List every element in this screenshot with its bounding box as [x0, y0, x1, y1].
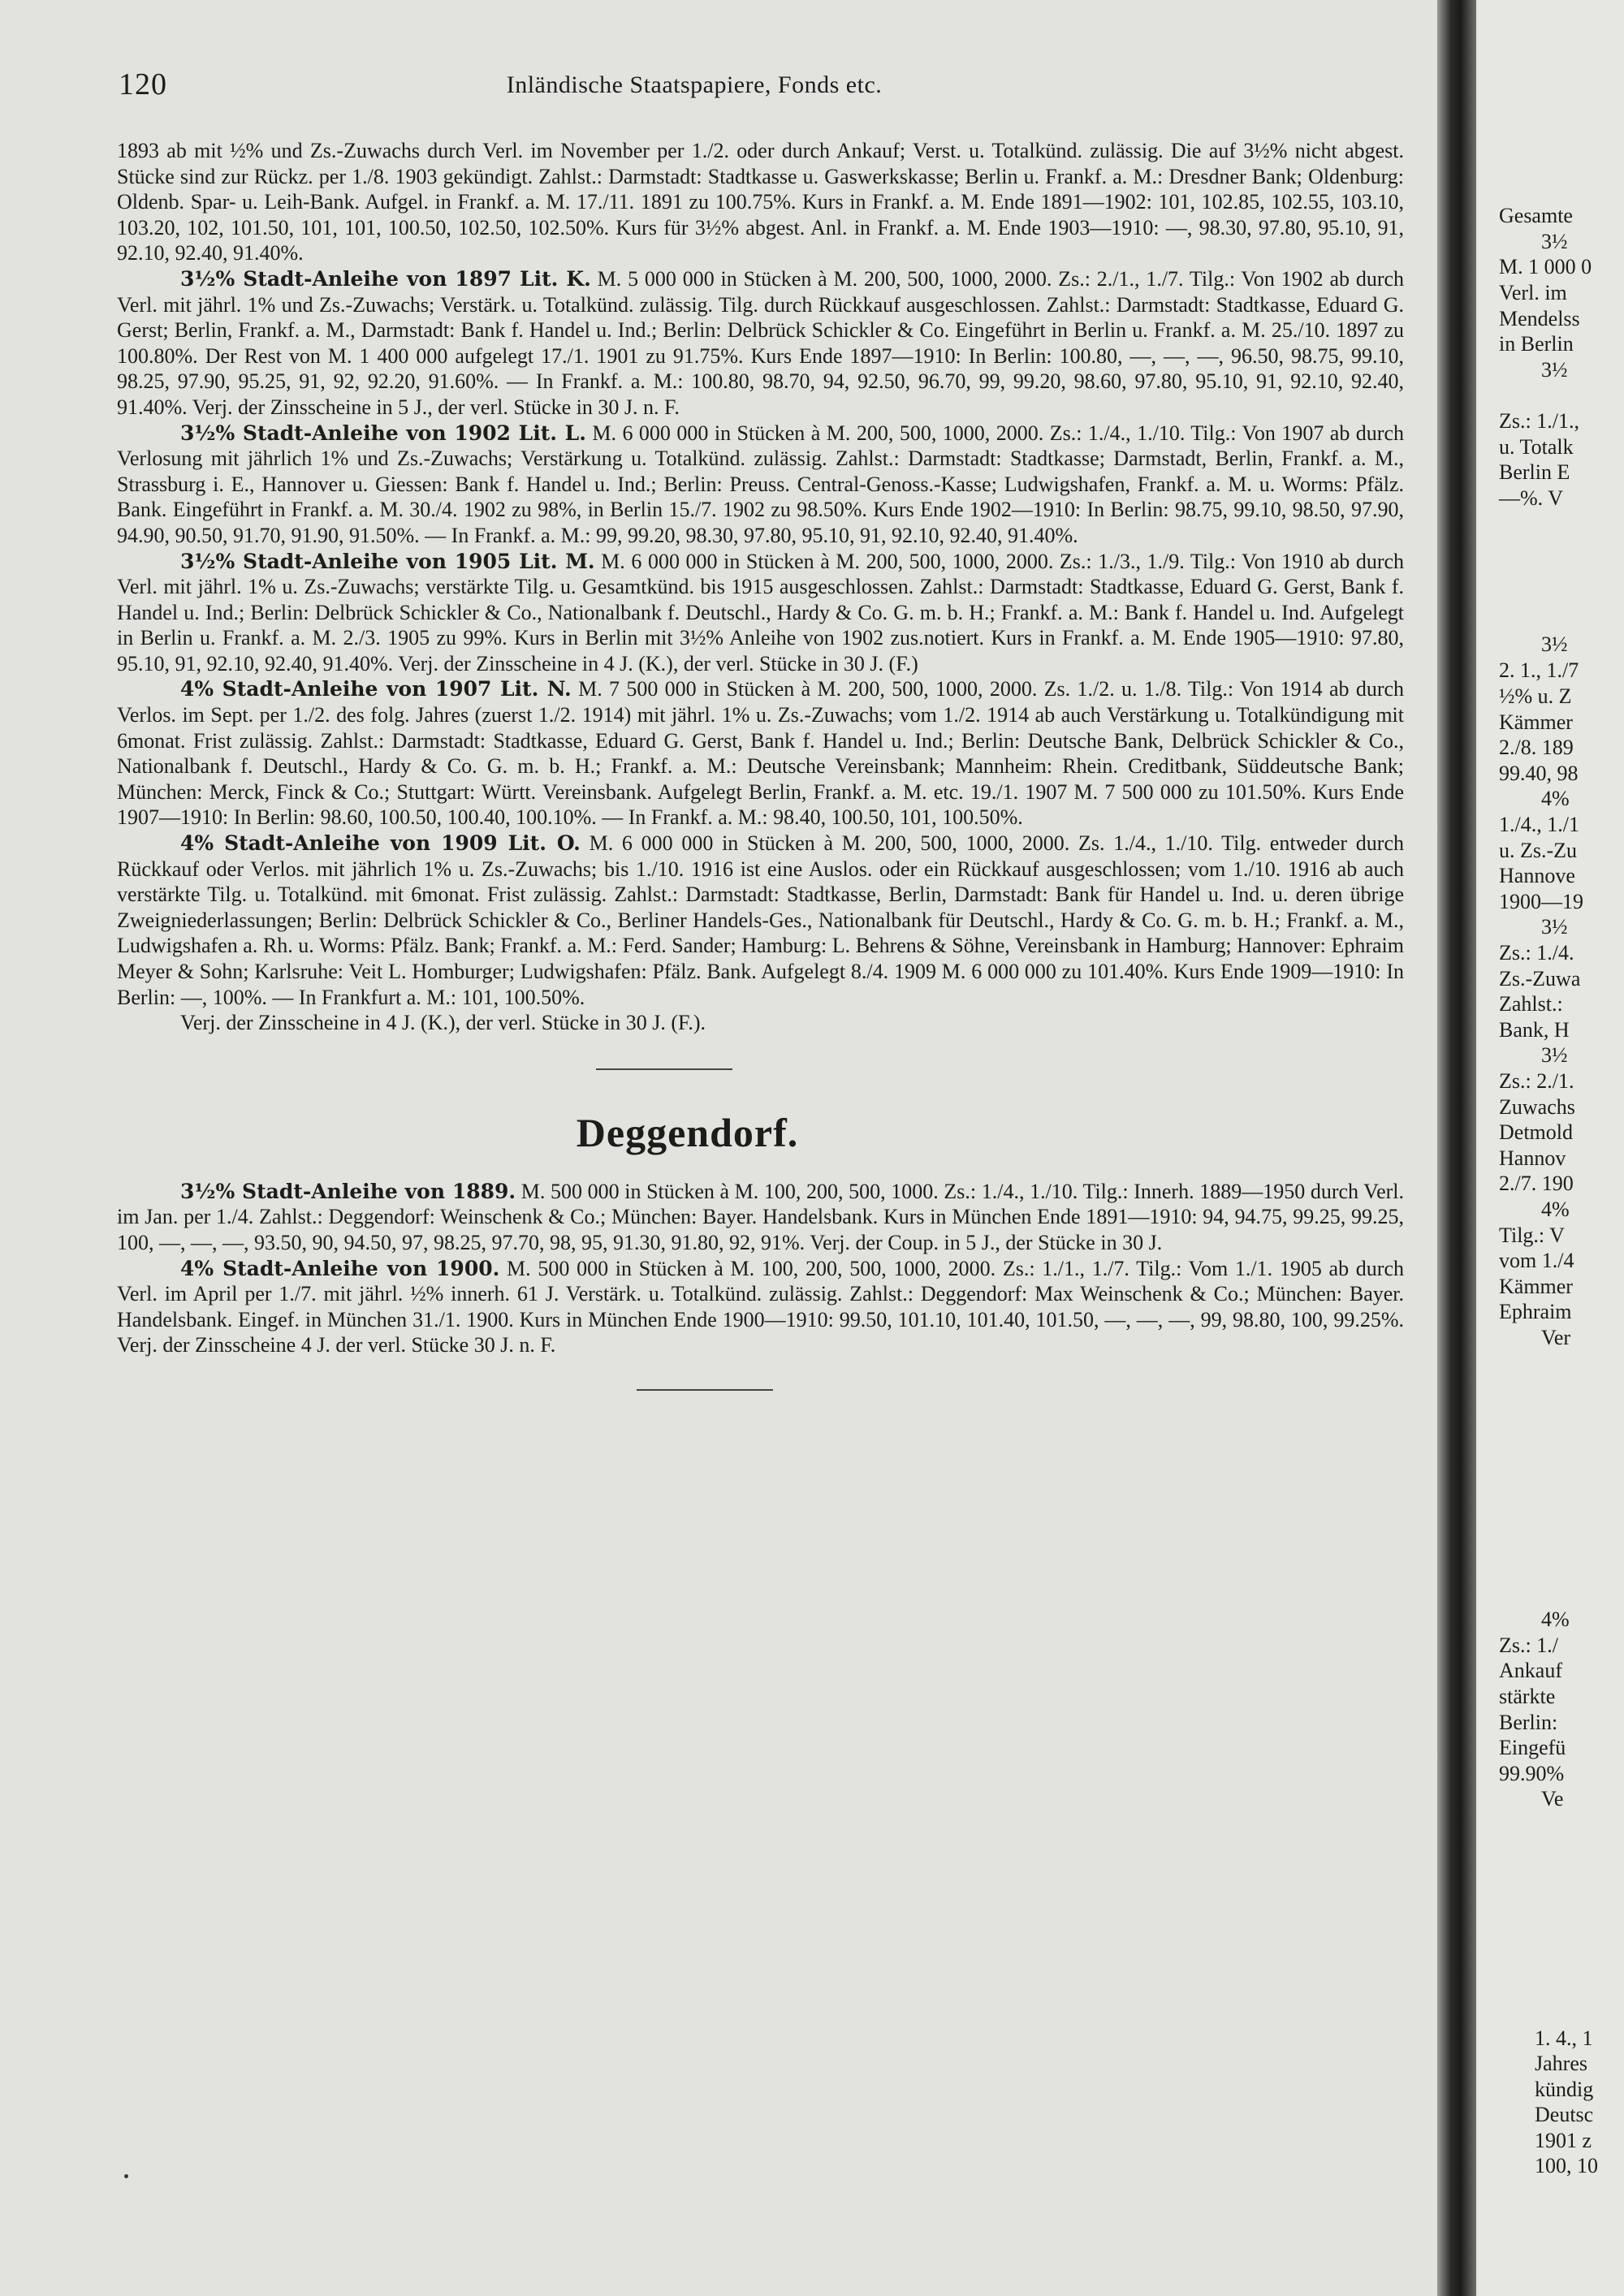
adjacent-page-fragment: Kämmer: [1499, 1275, 1573, 1298]
adjacent-page-fragment: 3½: [1541, 915, 1568, 939]
adjacent-page-fragment: 1900—19: [1499, 890, 1583, 913]
adjacent-page-fragment: in Berlin: [1499, 332, 1574, 356]
adjacent-page-fragment: Berlin:: [1499, 1711, 1558, 1734]
city-name: Deggendorf.: [576, 1109, 799, 1155]
loan-1902-lit-l: [117, 421, 1404, 549]
adjacent-page-fragment: u. Totalk: [1499, 435, 1574, 459]
adjacent-page-edge: [1476, 0, 1624, 2296]
adjacent-page-fragment: Zahlst.:: [1499, 992, 1563, 1016]
loan-deggendorf-1900: [117, 1256, 1404, 1358]
loan-heading: 3½% Stadt-Anleihe von 1889.: [180, 1179, 516, 1203]
loan-heading: 3½% Stadt-Anleihe von 1897 Lit. K.: [180, 266, 591, 291]
page-number: 120: [119, 67, 167, 101]
adjacent-page-fragment: Ve: [1541, 1787, 1564, 1810]
loan-text: M. 500 000 in Stücken à M. 100, 200, 500, 1000. Zs.: 1./4., 1./10. Tilg.: Innerh. 1889—1950 durch Verl. im Jan. per 1./4. Zahlst.: Deggendorf: Weinschenk & Co.; München: Bayer. Handelsbank. Kurs in München Ende 1891—1910: 94, 94.75, 99.25, 99.25, 100, —, —, —, 93.50, 90, 94.50, 97, 98.25, 97.70, 98, 95, 91.30, 91.80, 92, 91%. Verj. der Coup. in 5 J., der Stücke in 30 J.: [117, 1179, 1404, 1254]
adjacent-page-fragment: Zs.: 1./1.,: [1499, 409, 1579, 433]
loan-text: M. 6 000 000 in Stücken à M. 200, 500, 1000, 2000. Zs.: 1./4., 1./10. Tilg.: Von 1907 ab durch Verlosung mit jährlich 1% und Zs.-Zuwachs; Verstärkung u. Totalkünd. zulässig. Zahlst.: Darmstadt: Stadtkasse; Darmstadt, Berlin, Frankf. a. M., Strassburg i. E., Hannover u. Giessen: Bank f. Handel u. Ind.; Berlin: Preuss. Central-Genoss.-Kasse; Ludwigshafen, Frankf. a. M. u. Worms: Pfälz. Bank. Eingeführt in Frankf. a. M. 30./4. 1902 zu 98%, in Berlin 15./7. 1902 zu 98.50%. Kurs Ende 1902—1910: In Berlin: 98.75, 99.10, 98.50, 97.90, 94.90, 90.50, 91.70, 91.90, 91.50%. — In Frankf. a. M.: 99, 99.20, 98.30, 97.80, 95.10, 91, 92.10, 92.40, 91.40%.: [117, 421, 1405, 547]
adjacent-page-fragment: 1901 z: [1535, 2129, 1592, 2152]
adjacent-page-fragment: 4%: [1541, 787, 1570, 810]
adjacent-page-fragment: 1./4., 1./1: [1499, 813, 1579, 836]
paragraph-verjaehrung: [117, 1010, 1404, 1036]
adjacent-page-fragment: 3½: [1541, 1043, 1568, 1067]
paragraph-1893-continuation: [117, 138, 1404, 266]
page-content: [117, 138, 1404, 1391]
loan-deggendorf-1889: [117, 1179, 1404, 1256]
adjacent-page-fragment: Jahres: [1535, 2052, 1587, 2075]
adjacent-page-fragment: Bank, H: [1499, 1018, 1570, 1042]
adjacent-page-fragment: Kämmer: [1499, 710, 1573, 734]
adjacent-page-fragment: Zs.: 1./4.: [1499, 941, 1574, 965]
adjacent-page-fragment: ½% u. Z: [1499, 684, 1572, 708]
adjacent-page-fragment: —%. V: [1499, 486, 1563, 510]
adjacent-page-fragment: 2. 1., 1./7: [1499, 658, 1579, 682]
adjacent-page-fragment: u. Zs.-Zu: [1499, 839, 1578, 862]
adjacent-page-fragment: Ephraim: [1499, 1300, 1572, 1323]
adjacent-page-fragment: Verl. im: [1499, 281, 1567, 304]
loan-text: M. 500 000 in Stücken à M. 100, 200, 500, 1000, 2000. Zs.: 1./1., 1./7. Tilg.: Vom 1./1. 1905 ab durch Verl. im April per 1./7. mit jährl. ½% innerh. 61 J. Verstärk. u. Totalkünd. zulässig. Zahlst.: Deggendorf: Max Weinschenk & Co.; München: Bayer. Handelsbank. Eingef. in München 31./1. 1900. Kurs in München Ende 1900—1910: 99.50, 101.10, 101.40, 101.50, —, —, —, 99, 98.80, 100, 99.25%. Verj. der Zinsscheine 4 J. der verl. Stücke 30 J. n. F.: [117, 1256, 1405, 1357]
end-divider: [637, 1389, 773, 1391]
running-title-text: Inländische Staatspapiere, Fonds etc.: [506, 71, 883, 98]
adjacent-page-fragment: Mendelss: [1499, 307, 1580, 330]
loan-1905-lit-m: [117, 549, 1404, 677]
loan-1897-lit-k: [117, 266, 1404, 421]
adjacent-page-fragment: stärkte: [1499, 1685, 1556, 1708]
adjacent-page-fragment: Ankauf: [1499, 1659, 1562, 1682]
book-gutter: [1437, 0, 1476, 2296]
adjacent-page-fragment: 2./8. 189: [1499, 736, 1574, 759]
adjacent-page-fragment: Zs.-Zuwa: [1499, 967, 1581, 990]
loan-text: M. 6 000 000 in Stücken à M. 200, 500, 1000, 2000. Zs. 1./4., 1./10. Tilg. entweder durch Rückkauf oder Verlos. mit jährlich 1% u. Zs.-Zuwachs; bis 1./10. 1916 ist eine Auslos. oder ein Rückkauf ausgeschlossen; vom 1./10. 1916 ab auch verstärkte Tilg. u. Totalkünd. mit 6monat. Frist zulässig. Zahlst.: Darmstadt: Stadtkasse, Berlin, Darmstadt: Bank für Handel u. Ind. u. deren übrige Zweigniederlassungen; Berlin: Delbrück Schickler & Co., Berliner Handels-Ges., Nationalbank für Deutschl., Hardy & Co. G. m. b. H.; Frankf. a. M., Ludwigshafen a. Rh. u. Worms: Pfälz. Bank; Frankf. a. M.: Ferd. Sander; Hamburg: L. Behrens & Söhne, Vereinsbank in Hamburg; Hannover: Ephraim Meyer & Sohn; Karlsruhe: Veit L. Homburger; Ludwigshafen: Pfälz. Bank. Aufgelegt 8./4. 1909 M. 6 000 000 zu 101.40%. Kurs Ende 1909—1910: In Berlin: —, 100%. — In Frankfurt a. M.: 101, 100.50%.: [117, 831, 1404, 1009]
loan-heading: 4% Stadt-Anleihe von 1900.: [180, 1256, 500, 1280]
adjacent-page-fragment: Hannov: [1499, 1146, 1566, 1170]
adjacent-page-fragment: 4%: [1541, 1608, 1570, 1631]
adjacent-page-fragment: 3½: [1541, 358, 1568, 382]
adjacent-page-fragment: Gesamte: [1499, 204, 1573, 227]
adjacent-page-fragment: Hannove: [1499, 864, 1575, 887]
adjacent-page-fragment: 1. 4., 1: [1535, 2026, 1593, 2050]
adjacent-page-fragment: vom 1./4: [1499, 1249, 1574, 1272]
adjacent-page-fragment: Zuwachs: [1499, 1095, 1575, 1119]
adjacent-page-fragment: 3½: [1541, 632, 1568, 656]
loan-heading: 3½% Stadt-Anleihe von 1902 Lit. L.: [180, 421, 586, 445]
adjacent-page-fragment: 99.40, 98: [1499, 762, 1579, 785]
adjacent-page-fragment: Detmold: [1499, 1120, 1573, 1144]
adjacent-page-fragment: Deutsc: [1535, 2103, 1594, 2126]
loan-1909-lit-o: [117, 831, 1404, 1010]
loan-text: M. 6 000 000 in Stücken à M. 200, 500, 1000, 2000. Zs.: 1./3., 1./9. Tilg.: Von 1910 ab durch Verl. mit jährl. 1% u. Zs.-Zuwachs; verstärkte Tilg. u. Gesamtkünd. bis 1915 ausgeschlossen. Zahlst.: Darmstadt: Stadtkasse, Eduard G. Gerst, Bank f. Handel u. Ind.; Berlin: Delbrück Schickler & Co., Nationalbank f. Deutschl., Hardy & Co. G. m. b. H.; Frankf. a. M.: Bank f. Handel u. Ind. Aufgelegt in Berlin u. Frankf. a. M. 2./3. 1905 zu 99%. Kurs in Berlin mit 3½% Anleihe von 1902 zus.notiert. Kurs in Frankf. a. M. Ende 1905—1910: 97.80, 95.10, 91, 92.10, 92.40, 91.40%. Verj. der Zinsscheine in 4 J. (K.), der verl. Stücke in 30 J. (F.): [117, 549, 1405, 675]
adjacent-page-fragment: 2./7. 190: [1499, 1172, 1574, 1195]
adjacent-page-fragment: 4%: [1541, 1198, 1570, 1221]
loan-text: M. 7 500 000 in Stücken à M. 200, 500, 1000, 2000. Zs. 1./2. u. 1./8. Tilg.: Von 1914 ab durch Verlos. im Sept. per 1./2. des folg. Jahres (zuerst 1./2. 1914) mit jährl. 1% u. Zs.-Zuwachs; vom 1./2. 1914 ab auch Verstärkung u. Totalkündigung mit 6monat. Frist zulässig. Zahlst.: Darmstadt: Stadtkasse, Eduard G. Gerst, Bank f. Handel u. Ind.; Berlin: Deutsche Bank, Delbrück Schickler & Co., Nationalbank f. Deutschl., Hardy & Co. G. m. b. H.; Frankf. a. M.: Deutsche Vereinsbank; Mannheim: Rhein. Creditbank, Süddeutsche Bank; München: Merck, Finck & Co.; Stuttgart: Württ. Vereinsbank. Aufgelegt Berlin, Frankf. a. M. etc. 19./1. 1907 M. 7 500 000 zu 101.50%. Kurs Ende 1907—1910: In Berlin: 98.60, 100.50, 100.40, 100.10%. — In Frankf. a. M.: 98.40, 100.50, 101, 100.50%.: [117, 677, 1405, 830]
ink-speck: [124, 2174, 128, 2178]
section-title-deggendorf: [117, 1109, 1404, 1156]
loan-heading: 4% Stadt-Anleihe von 1907 Lit. N.: [180, 677, 572, 701]
adjacent-page-fragment: Tilg.: V: [1499, 1224, 1565, 1247]
paragraph-text: Verj. der Zinsscheine in 4 J. (K.), der verl. Stücke in 30 J. (F.).: [180, 1011, 706, 1035]
adjacent-page-fragment: Eingefü: [1499, 1736, 1566, 1759]
loan-1907-lit-n: [117, 676, 1404, 831]
adjacent-page-fragment: Berlin E: [1499, 460, 1570, 484]
adjacent-page-fragment: 100, 10: [1535, 2154, 1598, 2177]
adjacent-page-fragment: M. 1 000 0: [1499, 255, 1592, 278]
adjacent-page-fragment: Zs.: 1./: [1499, 1634, 1558, 1657]
loan-heading: 4% Stadt-Anleihe von 1909 Lit. O.: [180, 831, 581, 856]
adjacent-page-fragment: 99.90%: [1499, 1762, 1565, 1785]
adjacent-page-fragment: Zs.: 2./1.: [1499, 1069, 1574, 1093]
page-header: [0, 67, 1437, 107]
paragraph-text: 1893 ab mit ½% und Zs.-Zuwachs durch Verl. im November per 1./2. oder durch Ankauf; Verst. u. Totalkünd. zulässig. Die auf 3½% nicht abgest. Stücke sind zur Rückz. per 1./8. 1903 gekündigt. Zahlst.: Darmstadt: Stadtkasse u. Gaswerkskasse; Berlin u. Frankf. a. M.: Dresdner Bank; Oldenburg: Oldenb. Spar- u. Leih-Bank. Aufgel. in Frankf. a. M. 17./11. 1891 zu 100.75%. Kurs in Frankf. a. M. Ende 1891—1902: 101, 102.85, 102.55, 103.10, 103.20, 102, 101.50, 101, 101, 100.50, 102.50, 102.50%. Kurs für 3½% abgest. Anl. in Frankf. a. M. Ende 1903—1910: —, 98.30, 97.80, 95.10, 91, 92.10, 92.40, 91.40%.: [117, 139, 1404, 265]
adjacent-page-fragment: 3½: [1541, 230, 1568, 253]
loan-heading: 3½% Stadt-Anleihe von 1905 Lit. M.: [180, 549, 595, 573]
adjacent-page-fragment: Ver: [1541, 1326, 1571, 1349]
section-divider: [596, 1068, 732, 1070]
adjacent-page-fragment: kündig: [1535, 2078, 1594, 2101]
loan-text: M. 5 000 000 in Stücken à M. 200, 500, 1000, 2000. Zs.: 2./1., 1./7. Tilg.: Von 1902 ab durch Verl. mit jährl. 1% und Zs.-Zuwachs; Verstärk. u. Totalkünd. zulässig. Tilg. durch Rückkauf ausgeschlossen. Zahlst.: Darmstadt: Stadtkasse, Eduard G. Gerst; Berlin, Frankf. a. M., Darmstadt: Bank f. Handel u. Ind.; Berlin: Delbrück Schickler & Co. Eingeführt in Berlin u. Frankf. a. M. 25./10. 1897 zu 100.80%. Der Rest von M. 1 400 000 aufgelegt 17./1. 1901 zu 91.75%. Kurs Ende 1897—1910: In Berlin: 100.80, —, —, —, 96.50, 98.75, 99.10, 98.25, 97.90, 95.25, 91, 92, 92.20, 91.60%. — In Frankf. a. M.: 100.80, 98.70, 94, 92.50, 96.70, 99, 99.20, 98.60, 97.80, 95.10, 91, 92.10, 92.40, 91.40%. Verj. der Zinsscheine in 5 J., der verl. Stücke in 30 J. n. F.: [117, 266, 1405, 419]
running-title: [0, 71, 1437, 99]
